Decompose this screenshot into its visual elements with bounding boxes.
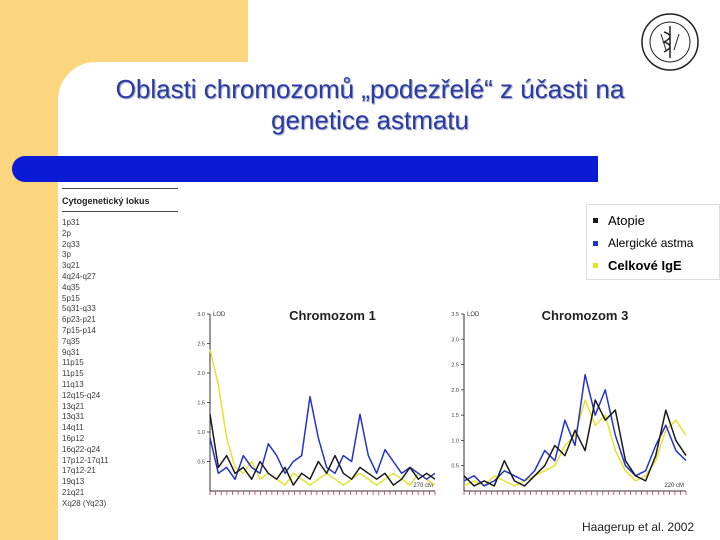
legend-label: Celkové IgE	[608, 258, 682, 273]
y-tick-label: 1.0	[197, 430, 205, 436]
legend-swatch	[593, 263, 598, 268]
title-underline-bar	[12, 156, 598, 182]
locus-item: 7p15-p14	[62, 325, 96, 335]
y-axis-label: LOD	[467, 312, 480, 318]
locus-item: 2p	[62, 228, 71, 238]
y-tick-label: 0.5	[197, 459, 205, 466]
series-line-0	[210, 414, 435, 485]
chart-title: Chromozom 3	[541, 308, 629, 323]
y-tick-label: 1.5	[451, 413, 459, 420]
locus-item: 13q31	[62, 412, 85, 422]
locus-item: 19q13	[62, 477, 85, 487]
slide-title: Oblasti chromozomů „podezřelé“ z účasti na genetice astmatu	[115, 74, 625, 135]
locus-item: 5p15	[62, 293, 80, 303]
series-line-2	[210, 349, 435, 485]
locus-item: 9q31	[62, 347, 80, 357]
x-axis-end-label: 220 cM	[664, 483, 684, 489]
y-tick-label: 1.0	[451, 438, 459, 445]
y-tick-label: 0.5	[451, 463, 459, 470]
locus-item: 12q15-q24	[62, 390, 101, 400]
legend-label: Atopie	[608, 213, 645, 228]
locus-item: 16p12	[62, 433, 85, 443]
locus-item: 1p31	[62, 218, 80, 227]
y-tick-label: 1.5	[197, 400, 205, 407]
y-tick-label: 3.0	[451, 337, 459, 344]
locus-table-header: Cytogenetický lokus	[62, 196, 150, 206]
locus-item: 5q31-q33	[62, 304, 96, 314]
locus-item: 6p23-p21	[62, 315, 96, 325]
locus-item: Xq28 (Yq23)	[62, 498, 107, 508]
y-tick-label: 2.0	[197, 371, 205, 377]
y-tick-label: 3.5	[451, 312, 459, 318]
locus-item: 17p12-17q11	[62, 455, 109, 465]
table-rule-top	[62, 188, 178, 189]
chart-legend	[586, 204, 720, 280]
locus-item: 4q35	[62, 282, 80, 292]
x-axis-end-label: 270 cM	[413, 483, 433, 489]
locus-item: 2q33	[62, 239, 80, 249]
locus-item: 11p15	[62, 358, 84, 368]
chart-chromozom-1	[192, 300, 447, 505]
chart-title: Chromozom 1	[289, 308, 376, 323]
locus-item: 16q22-q24	[62, 444, 101, 454]
locus-item: 13q21	[62, 401, 85, 411]
legend-item-ige	[593, 258, 682, 273]
y-tick-label: 3.0	[197, 312, 205, 318]
locus-item: 4q24-q27	[62, 271, 96, 281]
locus-item: 7q35	[62, 336, 80, 346]
locus-item: 11q13	[62, 379, 84, 389]
locus-item: 21q21	[62, 487, 85, 497]
university-seal-icon	[640, 12, 700, 72]
locus-item: 3q21	[62, 261, 80, 271]
locus-item: 14q11	[62, 423, 84, 433]
legend-item-asthma	[593, 236, 693, 250]
legend-swatch	[593, 241, 598, 246]
y-tick-label: 2.5	[451, 362, 459, 369]
legend-item-atopie	[593, 213, 645, 228]
locus-item: 3p	[62, 250, 71, 260]
legend-label: Alergické astma	[608, 236, 694, 250]
legend-swatch	[593, 218, 598, 223]
chart-chromozom-3	[446, 300, 698, 505]
table-rule-bottom	[62, 211, 178, 212]
locus-item: 17q12-21	[62, 466, 96, 476]
y-tick-label: 2.5	[197, 341, 205, 348]
y-axis-label: LOD	[213, 312, 226, 318]
citation: Haagerup et al. 2002	[582, 520, 695, 534]
locus-list	[62, 218, 109, 510]
y-tick-label: 2.0	[451, 387, 459, 394]
locus-item: 11p15	[62, 369, 84, 379]
